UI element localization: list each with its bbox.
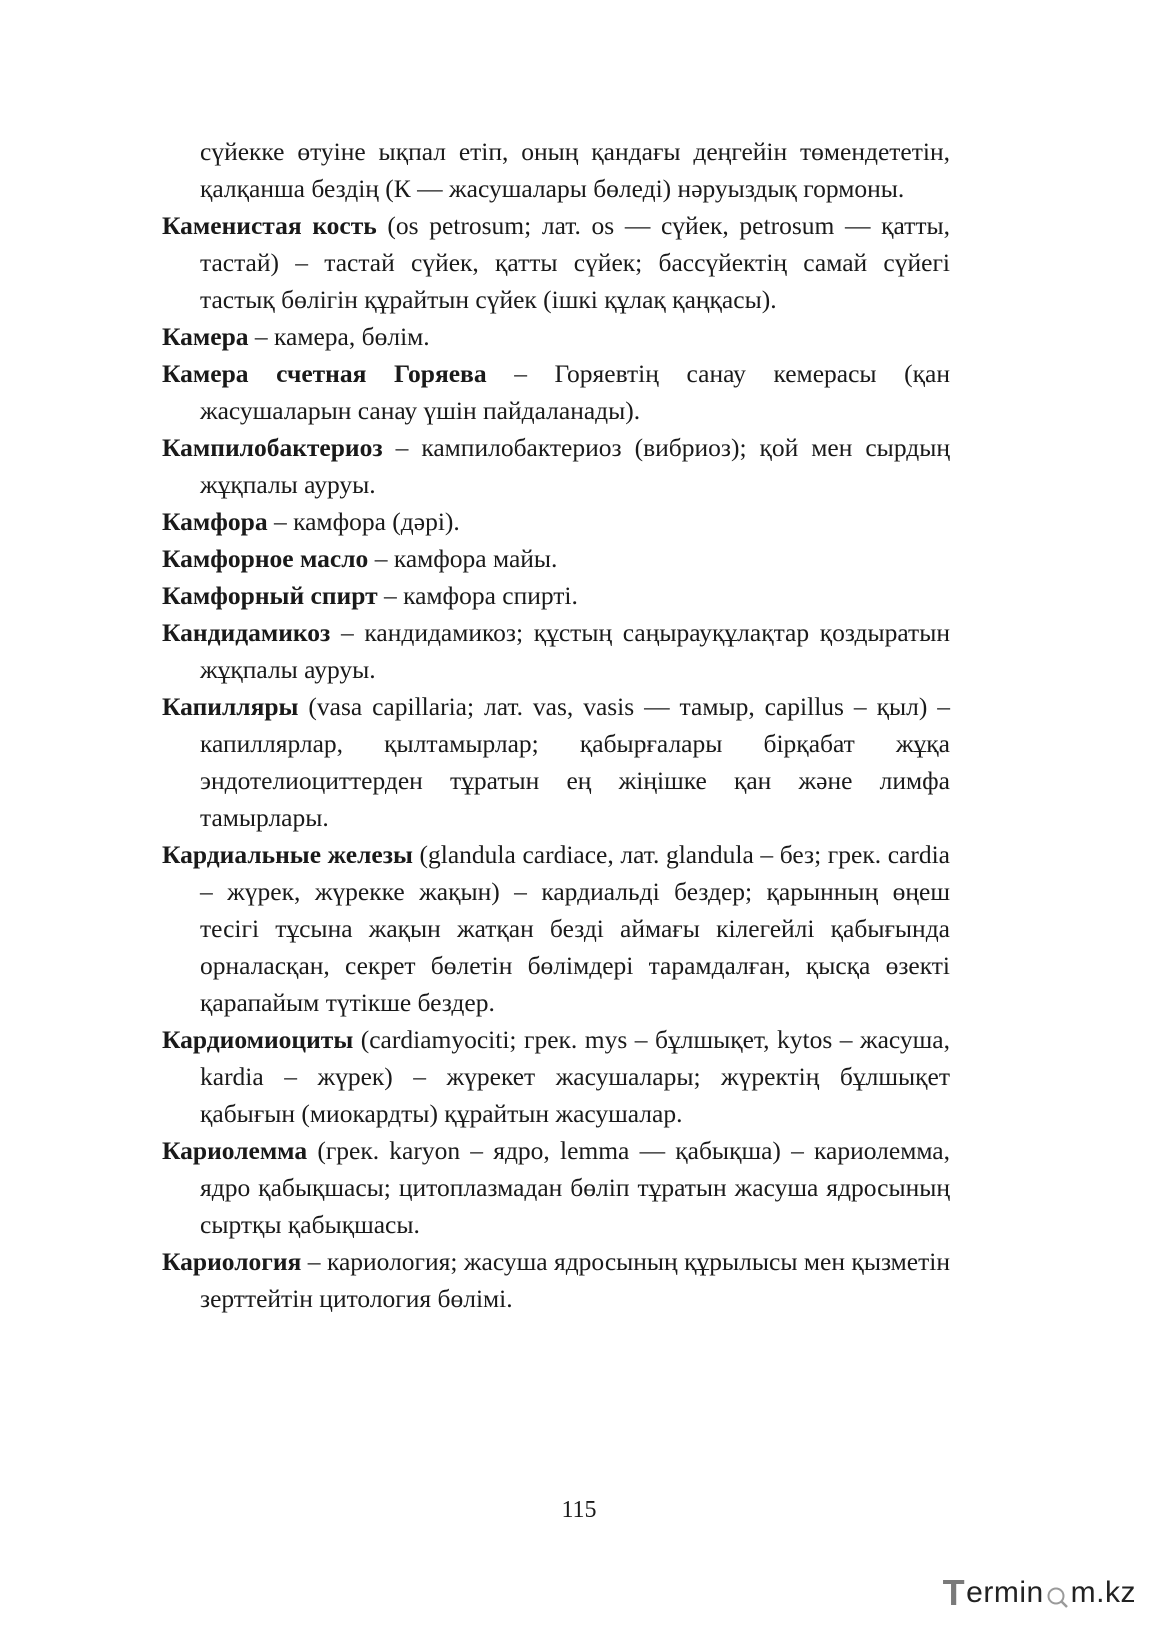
dictionary-entry — [162, 503, 950, 540]
dictionary-entry — [162, 577, 950, 614]
entry-term: Кампилобактериоз — [162, 433, 383, 462]
entry-term: Кандидамикоз — [162, 618, 331, 647]
dictionary-text — [162, 133, 950, 1317]
entry-term: Камфорный спирт — [162, 581, 378, 610]
entry-term: Кариология — [162, 1247, 302, 1276]
watermark-text-part2: m.kz — [1070, 1576, 1136, 1609]
entry-definition: (cardiamyociti; грек. mys – бұлшықет, kytos – жасуша, kardia – жүрек) – жүрекет жасушалары; жүректің бұлшықет қабығын (миокардты) құрайтын жасушалар. — [200, 1025, 950, 1128]
entry-definition: – кандидамикоз; құстың саңырауқұлақтар қоздыратын жұқпалы ауруы. — [200, 618, 950, 684]
dictionary-entry — [162, 614, 950, 688]
entry-definition: – камфора (дәрі). — [267, 507, 460, 536]
dictionary-entry — [162, 1021, 950, 1132]
entry-term: Камфора — [162, 507, 268, 536]
dictionary-entry — [162, 1243, 950, 1317]
watermark-t-letter: T — [942, 1572, 966, 1613]
entry-definition: (glandula cardiace, лат. glandula – без; грек. cardia – жүрек, жүрекке жақын) – кардиальді бездер; қарынның өңеш тесігі тұсына жақын жатқан безді аймағы кілегейлі қабығында орналасқан, секрет бөлетін бөлімдері тарамдалған, қысқа өзекті қарапайым түтікше бездер. — [200, 840, 950, 1017]
page-number: 115 — [561, 1497, 597, 1523]
entry-definition: – кариология; жасуша ядросының құрылысы мен қызметін зерттейтін цитология бөлімі. — [200, 1247, 950, 1313]
entry-definition: – камфора спирті. — [377, 581, 578, 610]
dictionary-entry — [162, 836, 950, 1021]
entry-term: Кардиомиоциты — [162, 1025, 354, 1054]
magnifier-icon — [1046, 1582, 1068, 1604]
dictionary-entry — [162, 355, 950, 429]
entry-term: Камфорное масло — [162, 544, 369, 573]
dictionary-entry — [162, 688, 950, 836]
entry-term: Кардиальные железы — [162, 840, 413, 869]
watermark-text-part1: ermin — [966, 1576, 1044, 1609]
entry-definition: – камфора майы. — [368, 544, 558, 573]
dictionary-entry — [162, 207, 950, 318]
dictionary-entry — [162, 1132, 950, 1243]
terminkom-watermark-logo — [943, 1573, 1136, 1613]
entry-term: Кариолемма — [162, 1136, 308, 1165]
entry-definition: (vasa capillaria; лат. vas, vasis — тамыр, capillus – қыл) – капиллярлар, қылтамырлар; қабырғалары бірқабат жұқа эндотелиоциттерден тұратын ең жіңішке қан және лимфа тамырлары. — [200, 692, 950, 832]
entry-definition: – Горяевтің санау кемерасы (қан жасушаларын санау үшін пайдаланады). — [200, 359, 950, 425]
entry-definition: (грек. karyon – ядро, lemma — қабықша) – кариолемма, ядро қабықшасы; цитоплазмадан бөліп тұратын жасуша ядросының сыртқы қабықшасы. — [200, 1136, 950, 1239]
dictionary-entry — [162, 318, 950, 355]
dictionary-entry — [162, 429, 950, 503]
entry-definition: (os petrosum; лат. os — сүйек, petrosum — қатты, тастай) – тастай сүйек, қатты сүйек; бассүйектің самай сүйегі тастық бөлігін құрайтын сүйек (ішкі құлақ қаңқасы). — [200, 211, 950, 314]
entry-term: Камера счетная Горяева — [162, 359, 487, 388]
entry-definition: – камера, бөлім. — [248, 322, 430, 351]
continuation-paragraph: сүйекке өтуіне ықпал етіп, оның қандағы деңгейін төмендететін, қалқанша бездің (К — жасушалары бөледі) нәруыздық гормоны. — [200, 137, 950, 203]
entry-term: Капилляры — [162, 692, 299, 721]
entry-definition: – кампилобактериоз (вибриоз); қой мен сырдың жұқпалы ауруы. — [200, 433, 950, 499]
dictionary-entry — [162, 540, 950, 577]
entry-term: Каменистая кость — [162, 211, 377, 240]
entry-term: Камера — [162, 322, 249, 351]
